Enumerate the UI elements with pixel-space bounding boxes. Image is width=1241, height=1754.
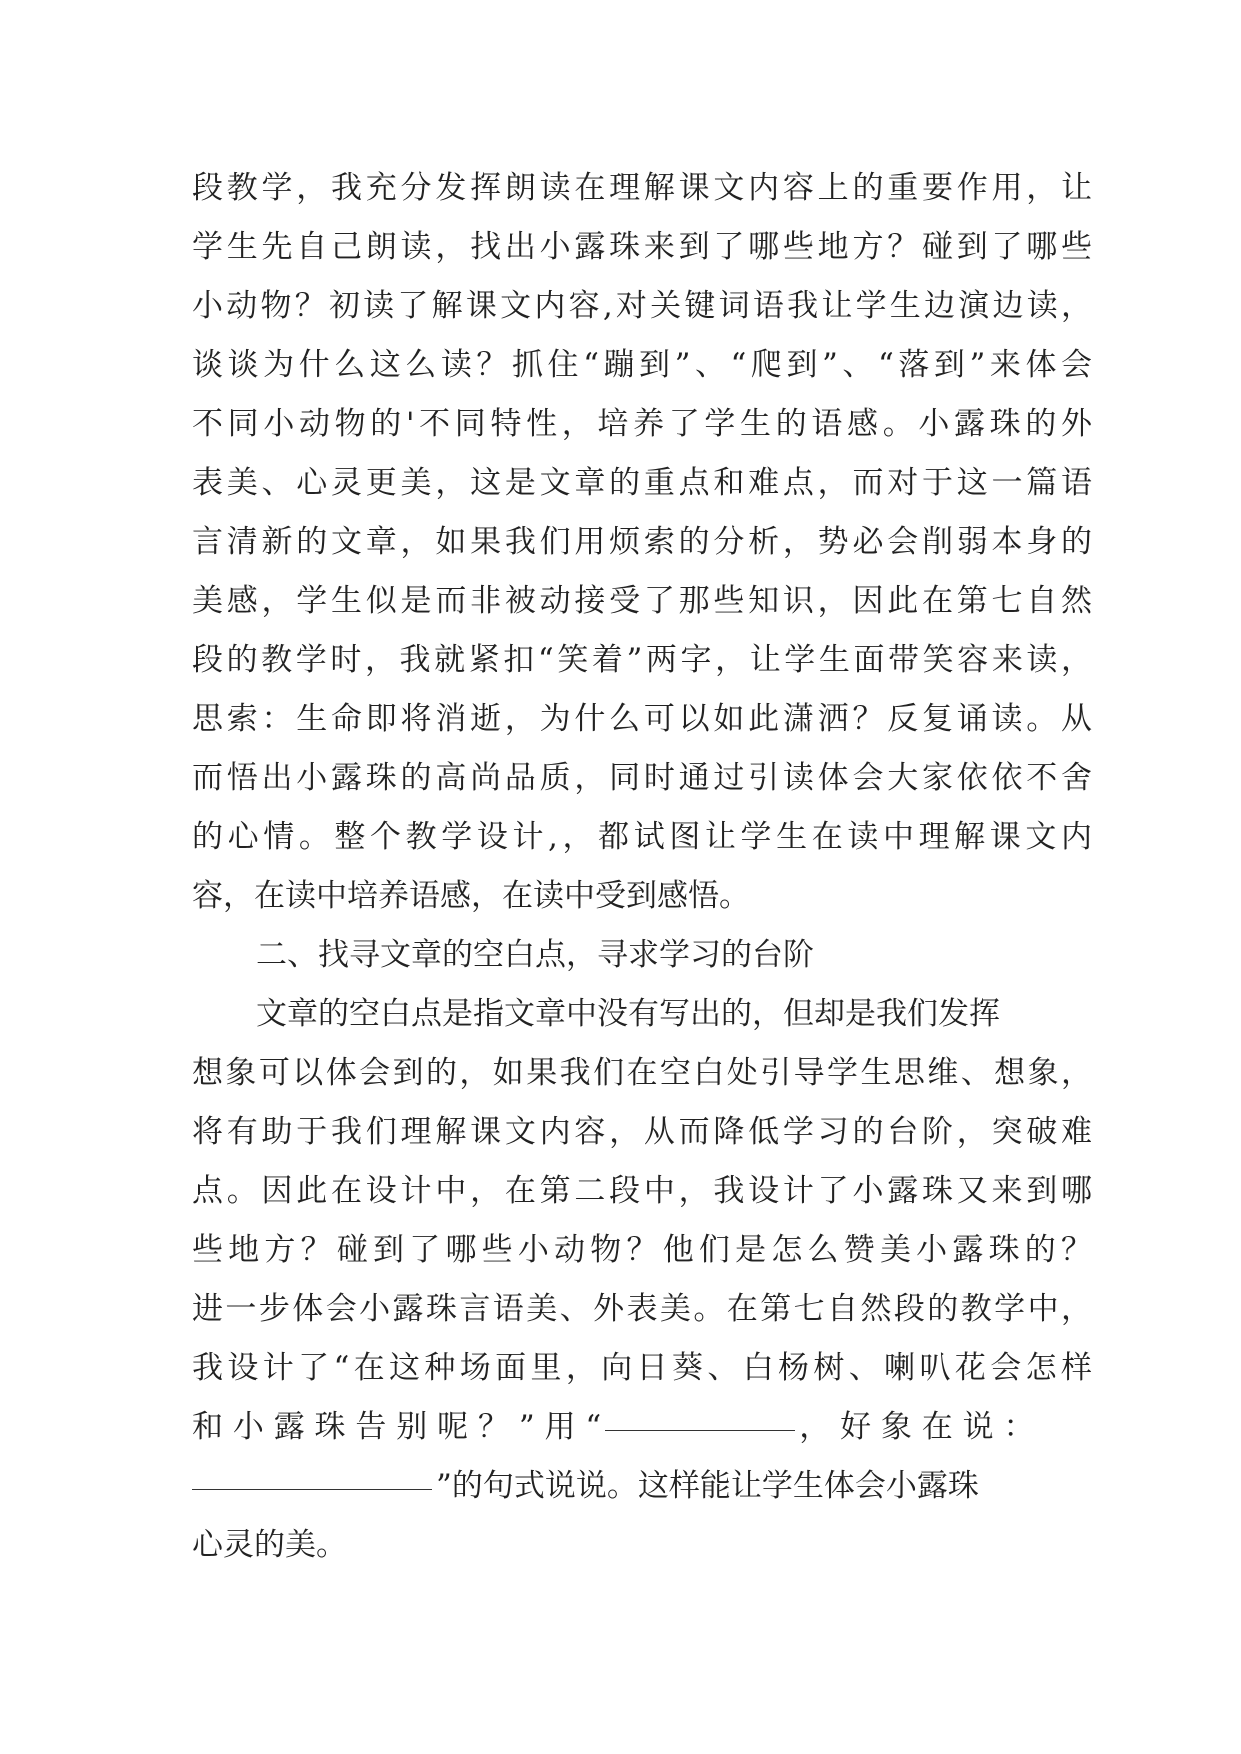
text-line: 谈谈为什么这么读？抓住“蹦到”、“爬到”、“落到”来体会 [192, 347, 1092, 383]
text-line: 我设计了“在这种场面里，向日葵、白杨树、喇叭花会怎样 [192, 1350, 1092, 1386]
text-line: 的心情。整个教学设计,，都试图让学生在读中理解课文内 [192, 819, 1092, 855]
text-line: 进一步体会小露珠言语美、外表美。在第七自然段的教学中， [192, 1291, 1092, 1327]
text-line: 美感，学生似是而非被动接受了那些知识，因此在第七自然 [192, 583, 1092, 619]
text-line: 言清新的文章，如果我们用烦索的分析，势必会削弱本身的 [192, 524, 1092, 560]
text-line: 而悟出小露珠的高尚品质，同时通过引读体会大家依依不舍 [192, 760, 1092, 796]
text-line: 思索：生命即将消逝，为什么可以如此潇洒？反复诵读。从 [192, 701, 1092, 737]
section-heading: 二、找寻文章的空白点，寻求学习的台阶 [256, 937, 814, 973]
text-line: 些地方？碰到了哪些小动物？他们是怎么赞美小露珠的？ [192, 1232, 1092, 1268]
fill-in-blank [192, 1488, 432, 1490]
text-segment: ， 好 象 在 说 ： [799, 1409, 1035, 1445]
text-line: 段教学，我充分发挥朗读在理解课文内容上的重要作用，让 [192, 170, 1092, 206]
text-line-with-blank [192, 1398, 1092, 1457]
text-line: 不同小动物的'不同特性，培养了学生的语感。小露珠的外 [192, 406, 1092, 442]
text-segment: ”的句式说说。这样能让学生体会小露珠 [436, 1468, 979, 1504]
text-line: 段的教学时，我就紧扣“笑着”两字，让学生面带笑容来读， [192, 642, 1092, 678]
text-line: 小动物？初读了解课文内容,对关键词语我让学生边演边读， [192, 288, 1092, 324]
text-line: 表美、心灵更美，这是文章的重点和难点，而对于这一篇语 [192, 465, 1092, 501]
text-line: 点。因此在设计中，在第二段中，我设计了小露珠又来到哪 [192, 1173, 1092, 1209]
text-line: 文章的空白点是指文章中没有写出的，但却是我们发挥 [256, 996, 1000, 1032]
text-line: 将有助于我们理解课文内容，从而降低学习的台阶，突破难 [192, 1114, 1092, 1150]
body-text [192, 159, 1092, 1575]
text-line: 想象可以体会到的，如果我们在空白处引导学生思维、想象， [192, 1055, 1092, 1091]
text-line: 心灵的美。 [192, 1527, 347, 1563]
fill-in-blank [605, 1429, 795, 1431]
text-line: 学生先自己朗读，找出小露珠来到了哪些地方？碰到了哪些 [192, 229, 1092, 265]
text-segment: 和 小 露 珠 告 别 呢 ？ ” 用 “ [192, 1409, 602, 1445]
text-line-with-blank [192, 1457, 1092, 1516]
text-line: 容，在读中培养语感，在读中受到感悟。 [192, 878, 750, 914]
